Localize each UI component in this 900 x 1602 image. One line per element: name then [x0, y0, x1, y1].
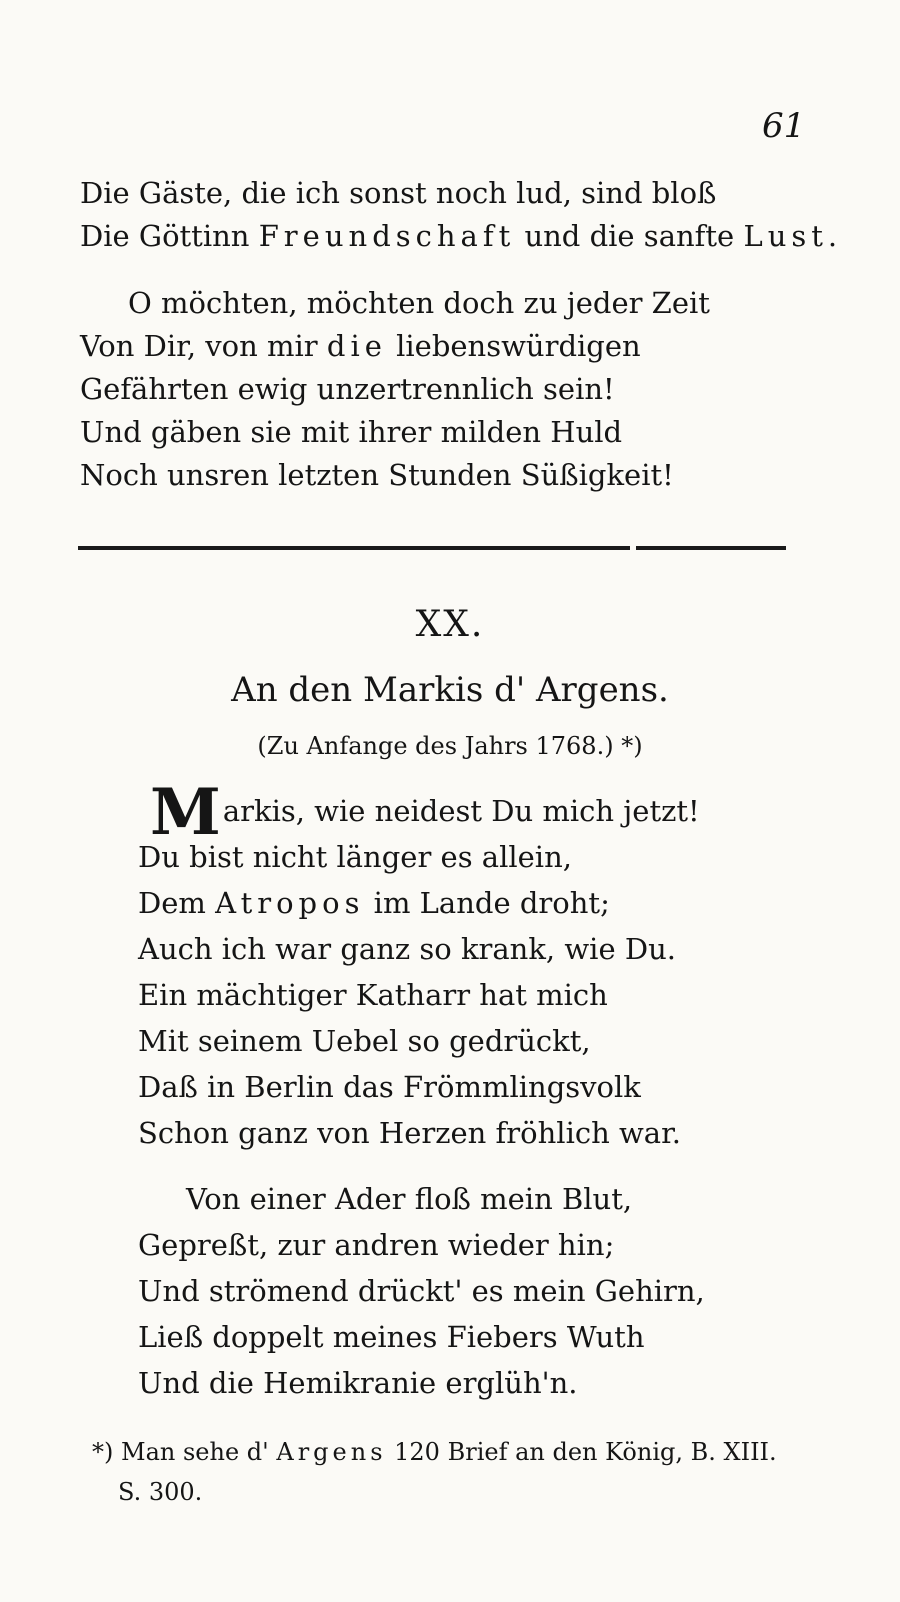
poem-stanza-2 [138, 1176, 705, 1406]
verse-line: Die Gäste, die ich sonst noch lud, sind bloß [80, 176, 717, 210]
verse-line: Und gäben sie mit ihrer milden Huld [80, 415, 623, 449]
verse-line: Ein mächtiger Katharr hat mich [138, 978, 608, 1012]
verse-line: Und die Hemikranie erglüh'n. [138, 1366, 578, 1400]
poem-stanza-1-continued [138, 834, 681, 1156]
verse-line: Schon ganz von Herzen fröhlich war. [138, 1116, 681, 1150]
verse-line: Und strömend drückt' es mein Gehirn, [138, 1274, 705, 1308]
poem-subtitle: (Zu Anfange des Jahrs 1768.) *) [257, 732, 643, 760]
previous-poem-stanza [80, 282, 710, 497]
verse-line: Von Dir, von mir die liebenswürdigen [80, 329, 641, 363]
verse-line: Dem Atropos im Lande droht; [138, 886, 610, 920]
verse-line: Du bist nicht länger es allein, [138, 840, 572, 874]
verse-line: Von einer Ader floß mein Blut, [186, 1182, 633, 1216]
verse-line: Die Göttinn Freundschaft und die sanfte Lust. [80, 219, 838, 253]
verse-line: Gefährten ewig unzertrennlich sein! [80, 372, 615, 406]
drop-cap: M [150, 775, 221, 850]
poem-number: XX. [415, 604, 485, 645]
section-divider [78, 546, 786, 550]
verse-line: Gepreßt, zur andren wieder hin; [138, 1228, 615, 1262]
previous-poem-ending [80, 172, 837, 258]
verse-line: Auch ich war ganz so krank, wie Du. [138, 932, 676, 966]
verse-line: arkis, wie neidest Du mich jetzt! [222, 794, 700, 828]
verse-line: O möchten, möchten doch zu jeder Zeit [128, 286, 710, 320]
footnote: *) Man sehe d' Argens 120 Brief an den König, B. XIII. S. 300. [92, 1438, 777, 1506]
verse-line: Noch unsren letzten Stunden Süßigkeit! [80, 458, 674, 492]
verse-line: Ließ doppelt meines Fiebers Wuth [138, 1320, 645, 1354]
verse-line: Daß in Berlin das Frömmlingsvolk [138, 1070, 641, 1104]
poem-title: An den Markis d' Argens. [231, 670, 669, 710]
verse-line: Mit seinem Uebel so gedrückt, [138, 1024, 591, 1058]
page-number: 61 [762, 106, 806, 146]
